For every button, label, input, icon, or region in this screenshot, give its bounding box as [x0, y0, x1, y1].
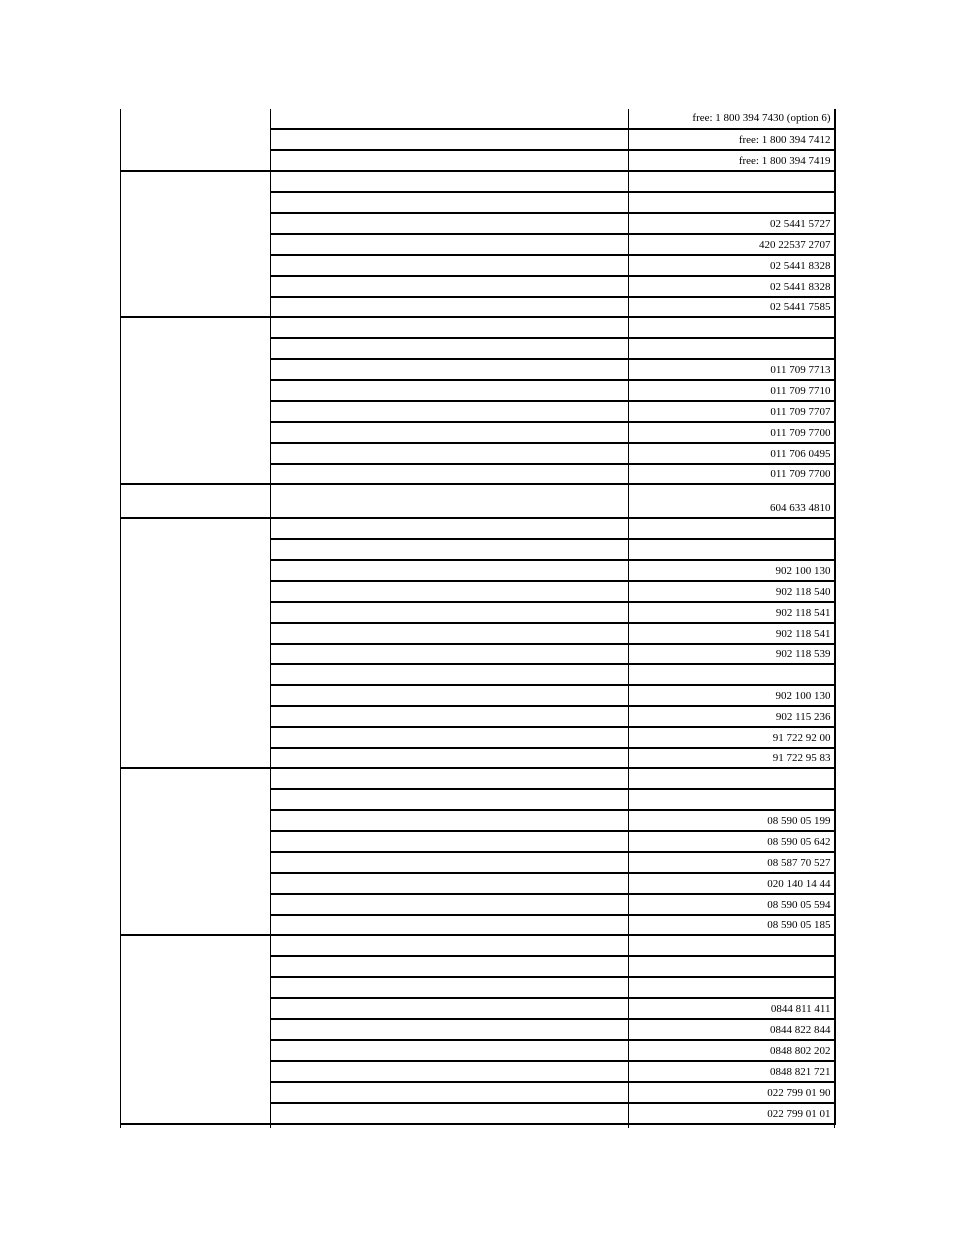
service-cell — [271, 956, 629, 977]
phone-number-cell: 011 709 7700 — [629, 422, 835, 443]
phone-number-cell: 0848 802 202 — [629, 1040, 835, 1061]
region-cell — [121, 317, 271, 484]
continuation-cell — [271, 1124, 629, 1128]
phone-number-cell: 020 140 14 44 — [629, 873, 835, 894]
service-cell — [271, 644, 629, 664]
service-cell — [271, 380, 629, 401]
phone-number-cell: 08 590 05 642 — [629, 831, 835, 852]
phone-number-cell: 902 118 541 — [629, 623, 835, 644]
region-cell — [121, 935, 271, 1124]
continuation-cell — [629, 1124, 835, 1128]
service-cell — [271, 359, 629, 380]
phone-number-cell: 022 799 01 90 — [629, 1082, 835, 1103]
service-cell — [271, 317, 629, 338]
table-row — [121, 518, 835, 539]
service-cell — [271, 998, 629, 1019]
phone-number-cell: 02 5441 8328 — [629, 276, 835, 297]
service-cell — [271, 1103, 629, 1124]
phone-number-cell: 08 590 05 185 — [629, 915, 835, 935]
region-cell — [121, 484, 271, 518]
phone-number-cell — [629, 317, 835, 338]
phone-number-cell — [629, 977, 835, 998]
region-cell — [121, 171, 271, 317]
phone-number-cell: 011 709 7713 — [629, 359, 835, 380]
phone-number-cell: 902 115 236 — [629, 706, 835, 727]
phone-number-cell — [629, 171, 835, 192]
service-cell — [271, 581, 629, 602]
phone-number-cell: 011 709 7700 — [629, 464, 835, 484]
service-cell — [271, 109, 629, 129]
service-cell — [271, 518, 629, 539]
phone-number-cell — [629, 518, 835, 539]
phone-number-cell: 91 722 95 83 — [629, 748, 835, 768]
phone-number-cell: free: 1 800 394 7412 — [629, 129, 835, 150]
table-row — [121, 484, 835, 518]
service-cell — [271, 234, 629, 255]
table-row — [121, 171, 835, 192]
region-cell — [121, 518, 271, 768]
phone-number-cell — [629, 664, 835, 685]
region-cell — [121, 109, 271, 171]
table-row — [121, 768, 835, 789]
service-cell — [271, 894, 629, 915]
phone-number-cell: 08 587 70 527 — [629, 852, 835, 873]
service-cell — [271, 484, 629, 518]
service-cell — [271, 706, 629, 727]
phone-number-cell: 604 633 4810 — [629, 484, 835, 518]
phone-number-cell: 022 799 01 01 — [629, 1103, 835, 1124]
service-cell — [271, 602, 629, 623]
service-cell — [271, 276, 629, 297]
service-cell — [271, 560, 629, 581]
service-cell — [271, 977, 629, 998]
service-cell — [271, 789, 629, 810]
service-cell — [271, 129, 629, 150]
service-cell — [271, 935, 629, 956]
phone-number-cell — [629, 956, 835, 977]
service-cell — [271, 1019, 629, 1040]
service-cell — [271, 915, 629, 935]
phone-number-cell: free: 1 800 394 7430 (option 6) — [629, 109, 835, 129]
table-row — [121, 109, 835, 129]
service-cell — [271, 150, 629, 171]
service-cell — [271, 297, 629, 317]
phone-number-cell: 902 118 539 — [629, 644, 835, 664]
phone-number-cell: free: 1 800 394 7419 — [629, 150, 835, 171]
phone-number-cell: 02 5441 7585 — [629, 297, 835, 317]
service-cell — [271, 1061, 629, 1082]
service-cell — [271, 464, 629, 484]
phone-number-cell — [629, 789, 835, 810]
phone-number-cell: 02 5441 5727 — [629, 213, 835, 234]
phone-number-cell — [629, 935, 835, 956]
phone-number-cell: 011 709 7707 — [629, 401, 835, 422]
service-cell — [271, 685, 629, 706]
phone-number-cell: 902 100 130 — [629, 560, 835, 581]
service-cell — [271, 422, 629, 443]
service-cell — [271, 338, 629, 359]
phone-number-cell: 0844 811 411 — [629, 998, 835, 1019]
service-cell — [271, 873, 629, 894]
phone-number-cell: 902 100 130 — [629, 685, 835, 706]
phone-number-cell — [629, 768, 835, 789]
service-cell — [271, 623, 629, 644]
service-cell — [271, 1082, 629, 1103]
region-cell — [121, 768, 271, 935]
phone-number-cell: 08 590 05 594 — [629, 894, 835, 915]
phone-number-cell: 011 706 0495 — [629, 443, 835, 464]
service-cell — [271, 831, 629, 852]
phone-number-cell — [629, 338, 835, 359]
service-cell — [271, 255, 629, 276]
phone-number-cell: 0844 822 844 — [629, 1019, 835, 1040]
service-cell — [271, 192, 629, 213]
service-cell — [271, 539, 629, 560]
continuation-cell — [121, 1124, 271, 1128]
service-cell — [271, 664, 629, 685]
service-cell — [271, 443, 629, 464]
service-cell — [271, 810, 629, 831]
phone-number-cell: 91 722 92 00 — [629, 727, 835, 748]
service-cell — [271, 852, 629, 873]
phone-number-cell: 420 22537 2707 — [629, 234, 835, 255]
phone-number-cell: 02 5441 8328 — [629, 255, 835, 276]
table-row — [121, 317, 835, 338]
service-cell — [271, 171, 629, 192]
phone-number-cell — [629, 539, 835, 560]
table-continuation — [121, 1124, 835, 1128]
service-cell — [271, 213, 629, 234]
table-body — [121, 109, 835, 1128]
phone-number-cell: 011 709 7710 — [629, 380, 835, 401]
service-cell — [271, 1040, 629, 1061]
phone-number-cell: 902 118 541 — [629, 602, 835, 623]
phone-number-cell: 08 590 05 199 — [629, 810, 835, 831]
service-cell — [271, 748, 629, 768]
phone-number-cell: 902 118 540 — [629, 581, 835, 602]
service-cell — [271, 727, 629, 748]
table-row — [121, 935, 835, 956]
contact-table — [120, 109, 836, 1128]
service-cell — [271, 768, 629, 789]
service-cell — [271, 401, 629, 422]
phone-number-cell: 0848 821 721 — [629, 1061, 835, 1082]
phone-number-cell — [629, 192, 835, 213]
